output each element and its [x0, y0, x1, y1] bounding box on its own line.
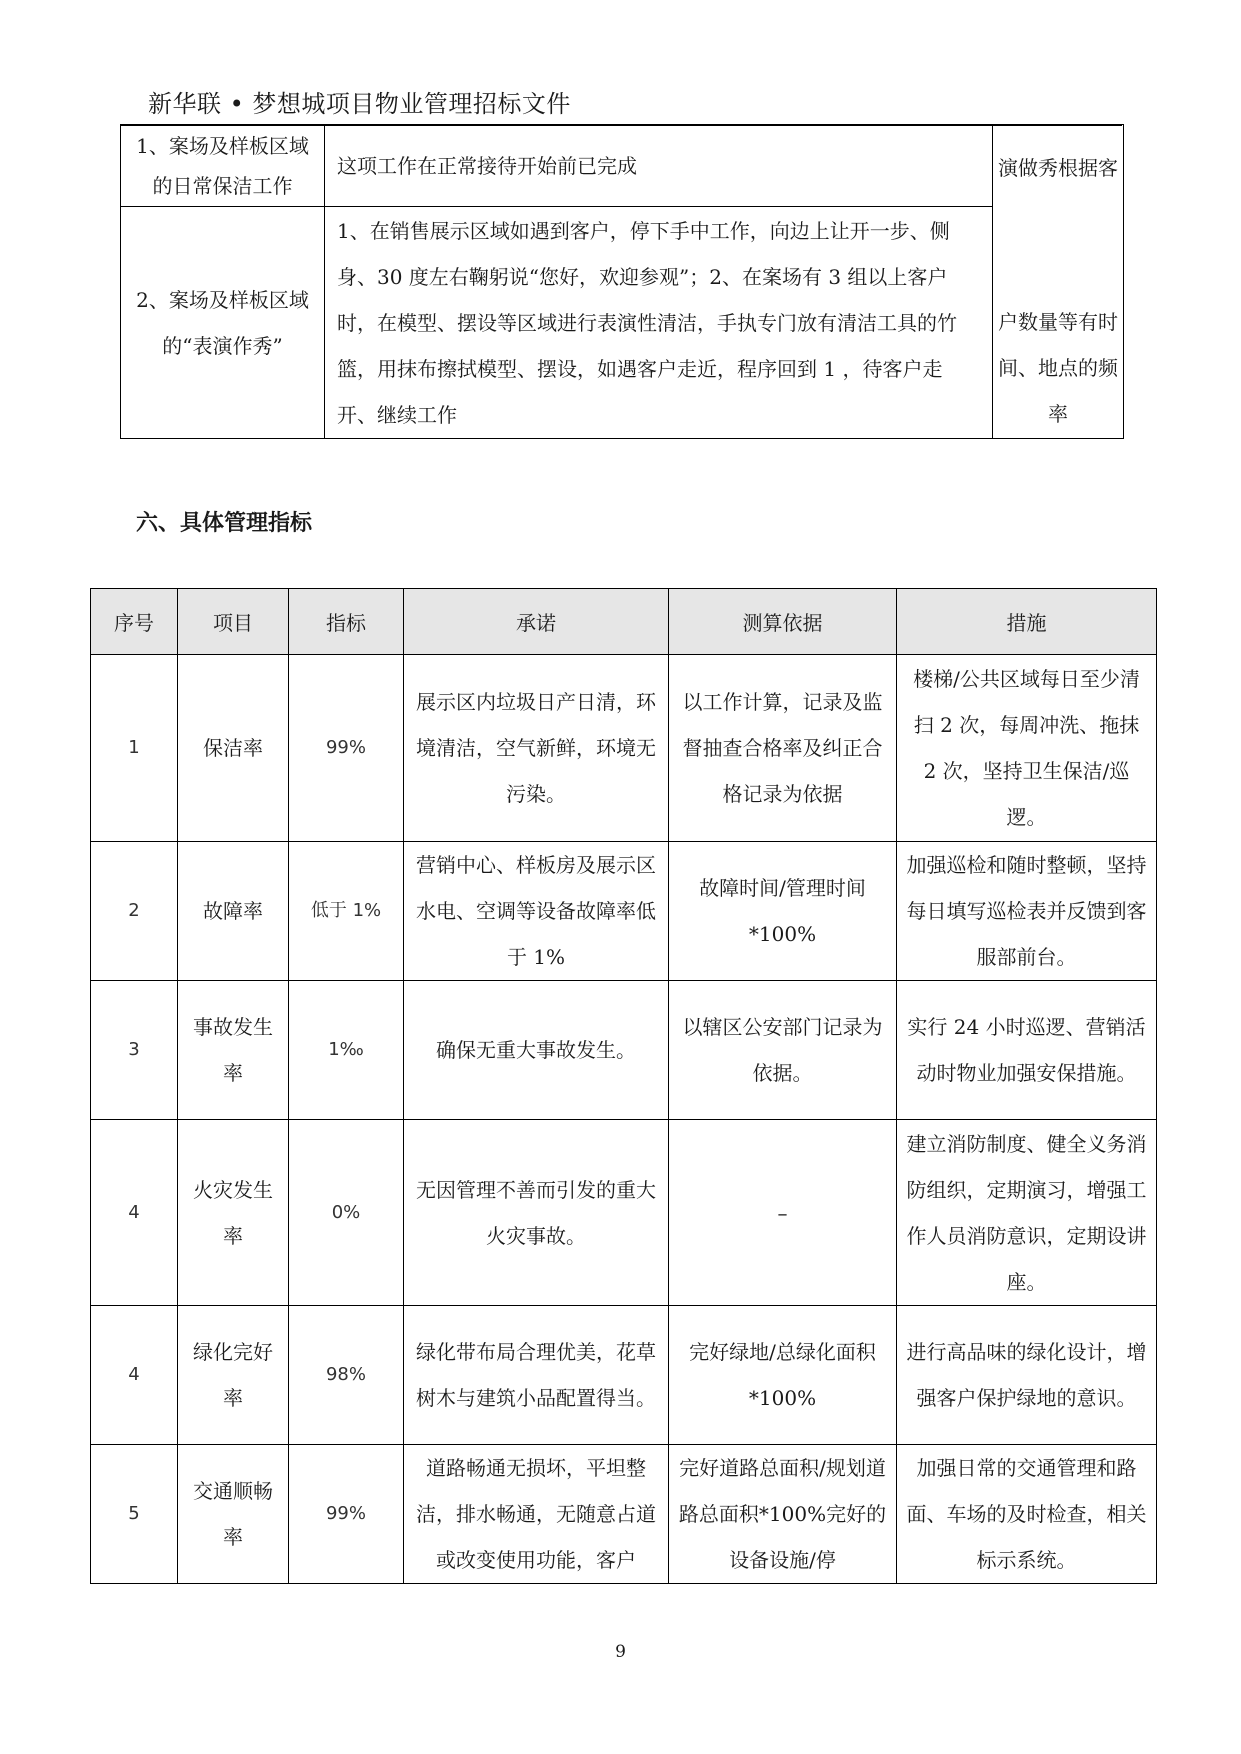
- header-item: 项目: [178, 589, 289, 655]
- row-no: 1: [91, 655, 178, 842]
- duty-content-cell: 这项工作在正常接待开始前已完成: [325, 125, 993, 207]
- table-row: [91, 981, 1157, 1120]
- table-row: [91, 1120, 1157, 1306]
- row-basis: 完好道路总面积/规划道路总面积*100%完好的设备设施/停: [669, 1445, 897, 1584]
- row-basis: 故障时间/管理时间*100%: [669, 842, 897, 981]
- row-item: 火灾发生率: [178, 1120, 289, 1306]
- duty-content-cell: 1、在销售展示区域如遇到客户，停下手中工作，向边上让开一步、侧身、30 度左右鞠躬说“您好，欢迎参观”；2、在案场有 3 组以上客户时，在模型、摆设等区域进行表演性清洁，手执专门放有清洁工具的竹篮，用抹布擦拭模型、摆设，如遇客户走近，程序回到 1 ，待客户走开、继续工作: [325, 207, 993, 439]
- row-basis: 以工作计算，记录及监督抽查合格率及纠正合格记录为依据: [669, 655, 897, 842]
- duty-item-cell: 2、案场及样板区域的“表演作秀”: [121, 207, 325, 439]
- row-item: 故障率: [178, 842, 289, 981]
- row-target: 0%: [289, 1120, 404, 1306]
- row-measure: 建立消防制度、健全义务消防组织，定期演习，增强工作人员消防意识，定期设讲座。: [897, 1120, 1157, 1306]
- row-promise: 营销中心、样板房及展示区水电、空调等设备故障率低于 1%: [404, 842, 669, 981]
- header-measure: 措施: [897, 589, 1157, 655]
- row-item: 绿化完好率: [178, 1306, 289, 1445]
- row-measure: 进行高品味的绿化设计，增强客户保护绿地的意识。: [897, 1306, 1157, 1445]
- table-row: [121, 125, 1124, 207]
- table-row: [91, 842, 1157, 981]
- row-target: 低于 1%: [289, 842, 404, 981]
- header-target: 指标: [289, 589, 404, 655]
- side-note-cell: [993, 125, 1124, 439]
- row-promise: 绿化带布局合理优美，花草树木与建筑小品配置得当。: [404, 1306, 669, 1445]
- table-row: [91, 1306, 1157, 1445]
- row-basis: 以辖区公安部门记录为依据。: [669, 981, 897, 1120]
- row-measure: 实行 24 小时巡逻、营销活动时物业加强安保措施。: [897, 981, 1157, 1120]
- row-basis: –: [669, 1120, 897, 1306]
- row-measure: 加强日常的交通管理和路面、车场的及时检查，相关标示系统。: [897, 1445, 1157, 1584]
- row-no: 2: [91, 842, 178, 981]
- duty-item-cell: 1、案场及样板区域的日常保洁工作: [121, 125, 325, 207]
- row-promise: 无因管理不善而引发的重大火灾事故。: [404, 1120, 669, 1306]
- section-heading: 六、具体管理指标: [136, 511, 313, 536]
- row-item: 事故发生率: [178, 981, 289, 1120]
- row-measure: 加强巡检和随时整顿，坚持每日填写巡检表并反馈到客服部前台。: [897, 842, 1157, 981]
- row-promise: 确保无重大事故发生。: [404, 981, 669, 1120]
- table-row: [91, 1445, 1157, 1584]
- row-measure: 楼梯/公共区域每日至少清扫 2 次，每周冲洗、拖抹 2 次，坚持卫生保洁/巡逻。: [897, 655, 1157, 842]
- row-no: 5: [91, 1445, 178, 1584]
- row-target: 99%: [289, 655, 404, 842]
- header-promise: 承诺: [404, 589, 669, 655]
- row-no: 3: [91, 981, 178, 1120]
- row-target: 99%: [289, 1445, 404, 1584]
- page-number: 9: [615, 1642, 626, 1662]
- table-row: [91, 655, 1157, 842]
- row-target: 98%: [289, 1306, 404, 1445]
- header-basis: 测算依据: [669, 589, 897, 655]
- header-no: 序号: [91, 589, 178, 655]
- row-target: 1‰: [289, 981, 404, 1120]
- row-item: 保洁率: [178, 655, 289, 842]
- row-promise: 展示区内垃圾日产日清，环境清洁，空气新鲜，环境无污染。: [404, 655, 669, 842]
- table-row: [121, 207, 1124, 439]
- document-header-title: 新华联 • 梦想城项目物业管理招标文件: [148, 90, 571, 118]
- row-basis: 完好绿地/总绿化面积*100%: [669, 1306, 897, 1445]
- row-promise: 道路畅通无损坏，平坦整洁，排水畅通，无随意占道或改变使用功能，客户: [404, 1445, 669, 1584]
- management-indicator-table: [90, 588, 1157, 1584]
- side-note-2: 户数量等有时间、地点的频率: [998, 310, 1118, 426]
- row-no: 4: [91, 1120, 178, 1306]
- cleaning-duties-table: [120, 124, 1124, 439]
- side-note-1: 演做秀根据客: [998, 156, 1118, 180]
- table-header-row: [91, 589, 1157, 655]
- row-item: 交通顺畅率: [178, 1445, 289, 1584]
- row-no: 4: [91, 1306, 178, 1445]
